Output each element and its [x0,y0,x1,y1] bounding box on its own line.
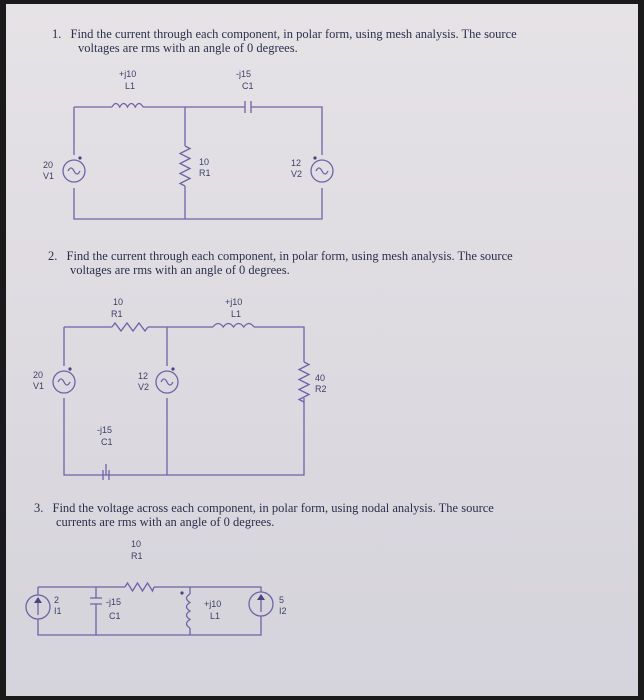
problem-3-line1: Find the voltage across each component, in polar form, using nodal analysis. The source [52,501,494,515]
problem-2-number: 2. [48,249,58,263]
c1-v1-polarity-dot [78,156,81,159]
problem-3-line2: currents are rms with an angle of 0 degrees. [56,515,275,529]
c3-wires [38,587,261,635]
c2-source-v2 [156,371,178,393]
c1-c1-value: -j15 [236,69,252,79]
c2-r2-name: R2 [315,384,327,394]
problem-1-line1: Find the current through each component, in polar form, using mesh analysis. The source [70,27,517,41]
c3-i2-name: I2 [279,606,287,616]
problem-1-line2: voltages are rms with an angle of 0 degrees. [78,41,298,55]
problem-2-line2: voltages are rms with an angle of 0 degrees. [70,263,290,277]
c2-r1-name: R1 [111,309,123,319]
c2-v2-value: 12 [138,371,149,381]
c2-v1-polarity-dot [68,367,71,370]
c1-c1-name: C1 [242,81,254,91]
c2-v1-value: 20 [33,370,44,380]
problem-3-number: 3. [34,501,44,515]
c2-v1-name: V1 [33,381,45,391]
c1-l1-value: +j10 [119,69,137,79]
c3-i1-arrow-head [34,597,42,603]
c1-source-v1 [63,160,85,182]
c3-i2-value: 5 [279,595,285,605]
c2-r1-value: 10 [113,297,124,307]
circuit-3 [26,583,273,635]
c1-v2-name: V2 [291,169,303,179]
c1-v1-value: 20 [43,160,54,170]
c2-resistor-r1 [112,323,148,331]
c3-i1-value: 2 [54,595,60,605]
c2-l1-value: +j10 [225,297,243,307]
problem-1-number: 1. [52,27,62,41]
c1-capacitor-c1 [245,101,251,113]
problem-2-line1: Find the current through each component, in polar form, using mesh analysis. The source [66,249,513,263]
c3-i2-arrow-head [257,594,265,600]
c1-resistor-r1 [180,146,190,186]
c1-v2-value: 12 [291,158,302,168]
c3-r1-name: R1 [131,551,143,561]
c3-l1-name: L1 [210,611,221,621]
c2-c1-value: -j15 [97,425,113,435]
c1-r1-name: R1 [199,168,211,178]
c3-resistor-r1 [125,583,154,591]
c2-l1-name: L1 [231,309,242,319]
c1-v1-name: V1 [43,171,55,181]
c3-c1-value: -j15 [106,597,122,607]
c2-wires [64,327,304,475]
c1-inductor-l1 [112,104,143,108]
c1-v2-polarity-dot [313,156,316,159]
c3-c1-name: C1 [109,611,121,621]
c3-l1-value: +j10 [204,599,222,609]
c2-inductor-l1 [213,324,254,328]
c2-resistor-r2 [299,362,309,402]
circuit-2 [53,323,309,480]
c3-l1-dot [180,591,183,594]
c3-inductor-l1 [187,594,191,628]
c1-wires [74,107,322,219]
c2-source-v1 [53,371,75,393]
c2-r2-value: 40 [315,373,326,383]
c3-capacitor-c1 [90,598,102,604]
c1-source-v2 [311,160,333,182]
c3-r1-value: 10 [131,539,142,549]
c1-r1-value: 10 [199,157,210,167]
c2-v2-polarity-dot [171,367,174,370]
c2-v2-name: V2 [138,382,150,392]
c1-l1-name: L1 [125,81,136,91]
c3-i1-name: I1 [54,606,62,616]
c2-c1-name: C1 [101,437,113,447]
